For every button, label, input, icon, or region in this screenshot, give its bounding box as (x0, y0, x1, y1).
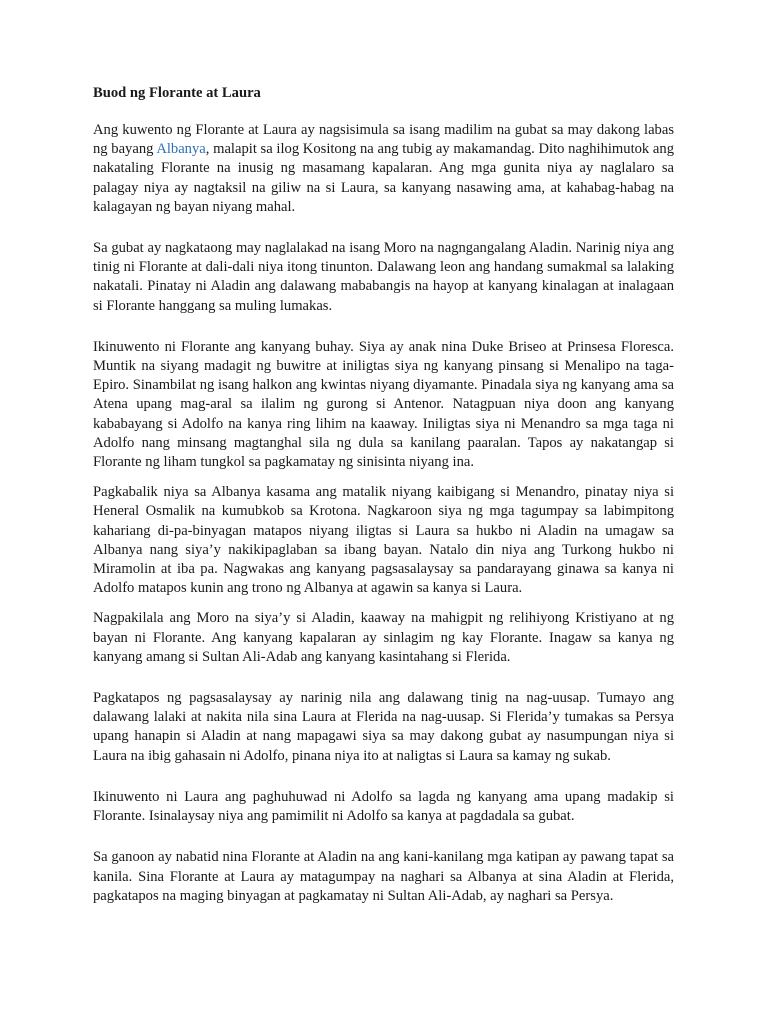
document-body (93, 84, 674, 906)
paragraph-8: Sa ganoon ay nabatid nina Florante at Aladin na ang kani-kanilang mga katipan ay pawang tapat sa kanila. Sina Florante at Laura ay matagumpay na naghari sa Albanya at sina Aladin at Flerida, pagkatapos na maging binyagan at pagkamatay ni Sultan Ali-Adab, ay naghari sa Persya. (93, 849, 674, 904)
albanya-link[interactable]: Albanya (156, 141, 206, 158)
paragraph-1-text-before: Ang kuwento ng Florante at Laura ay nagsisimula sa isang madilim na gubat sa may dakong labas ng bayang (93, 122, 674, 158)
paragraph-5: Nagpakilala ang Moro na siya’y si Aladin, kaaway na mahigpit ng relihiyong Kristiyano at ng bayan ni Florante. Ang kanyang kapalaran ay sinlagim ng kay Florante. Inagaw sa kanya ng kanyang amang si Sultan Ali-Adab ang kanyang kasintahang si Flerida. (93, 610, 674, 665)
paragraph-4: Pagkabalik niya sa Albanya kasama ang matalik niyang kaibigang si Menandro, pinatay niya si Heneral Osmalik na kumubkob sa Krotona. Nagkaroon siya ng mga tagumpay sa labimpitong kahariang di-pa-binyagan matapos niyang iligtas si Laura sa hukbo ni Aladin na umagaw sa Albanya nang siya’y nakikipaglaban sa ibang bayan. Natalo din niya ang Turkong hukbo ni Miramolin at iba pa. Nagwakas ang kanyang pagsasalaysay sa pandarayang ginawa sa kanya ni Adolfo matapos kunin ang trono ng Albanya at agawin sa kanya si Laura. (93, 484, 674, 597)
paragraph-2: Sa gubat ay nagkataong may naglalakad na isang Moro na nagngangalang Aladin. Narinig niya ang tinig ni Florante at dali-dali niya itong tinunton. Dalawang leon ang handang sumakmal sa lalaking nakatali. Pinatay ni Aladin ang dalawang mababangis na hayop at kanyang kinalagan at inalagaan si Florante hanggang sa muling lumakas. (93, 240, 674, 314)
document-title: Buod ng Florante at Laura (93, 85, 261, 101)
paragraph-6: Pagkatapos ng pagsasalaysay ay narinig nila ang dalawang tinig na nag-uusap. Tumayo ang dalawang lalaki at nakita nila sina Laura at Flerida na nag-uusap. Si Flerida’y tumakas sa Persya upang hanapin si Aladin at nang mapagawi siya sa may dakong gubat ay nasumpungan niya si Laura na ibig gahasain ni Adolfo, pinana niya ito at naligtas si Laura sa kamay ng sukab. (93, 690, 674, 764)
paragraph-1 (93, 121, 674, 217)
paragraph-3: Ikinuwento ni Florante ang kanyang buhay. Siya ay anak nina Duke Briseo at Prinsesa Floresca. Muntik na siyang madagit ng buwitre at iniligtas siya ng kanyang pinsang si Menalipo na taga-Epiro. Sinambilat ng isang halkon ang kwintas niyang diyamante. Pinadala siya ng kanyang ama sa Atena upang mag-aral sa ilalim ng gurong si Antenor. Natagpuan niya doon ang kanyang kababayang si Adolfo na kanya ring lihim na kaaway. Iniligtas siya ni Menandro sa mga taga ni Adolfo nang minsang magtanghal sila ng dula sa kanilang paaralan. Tapos ay nakatangap si Florante ng liham tungkol sa pagkamatay ng sinisinta niyang ina. (93, 338, 674, 471)
paragraph-1-text-after: , malapit sa ilog Kositong na ang tubig ay makamandag. Dito naghihimutok ang nakataling Florante na inusig ng masamang kapalaran. Ang mga gunita niya ay naglalaro sa palagay niya ay nagtaksil na giliw na si Laura, sa kanyang nasawing ama, at kahabag-habag na kalagayan ng bayan niyang mahal. (93, 141, 674, 215)
paragraph-7: Ikinuwento ni Laura ang paghuhuwad ni Adolfo sa lagda ng kanyang ama upang madakip si Florante. Isinalaysay niya ang pamimilit ni Adolfo sa kanya at pagdadala sa gubat. (93, 788, 674, 825)
